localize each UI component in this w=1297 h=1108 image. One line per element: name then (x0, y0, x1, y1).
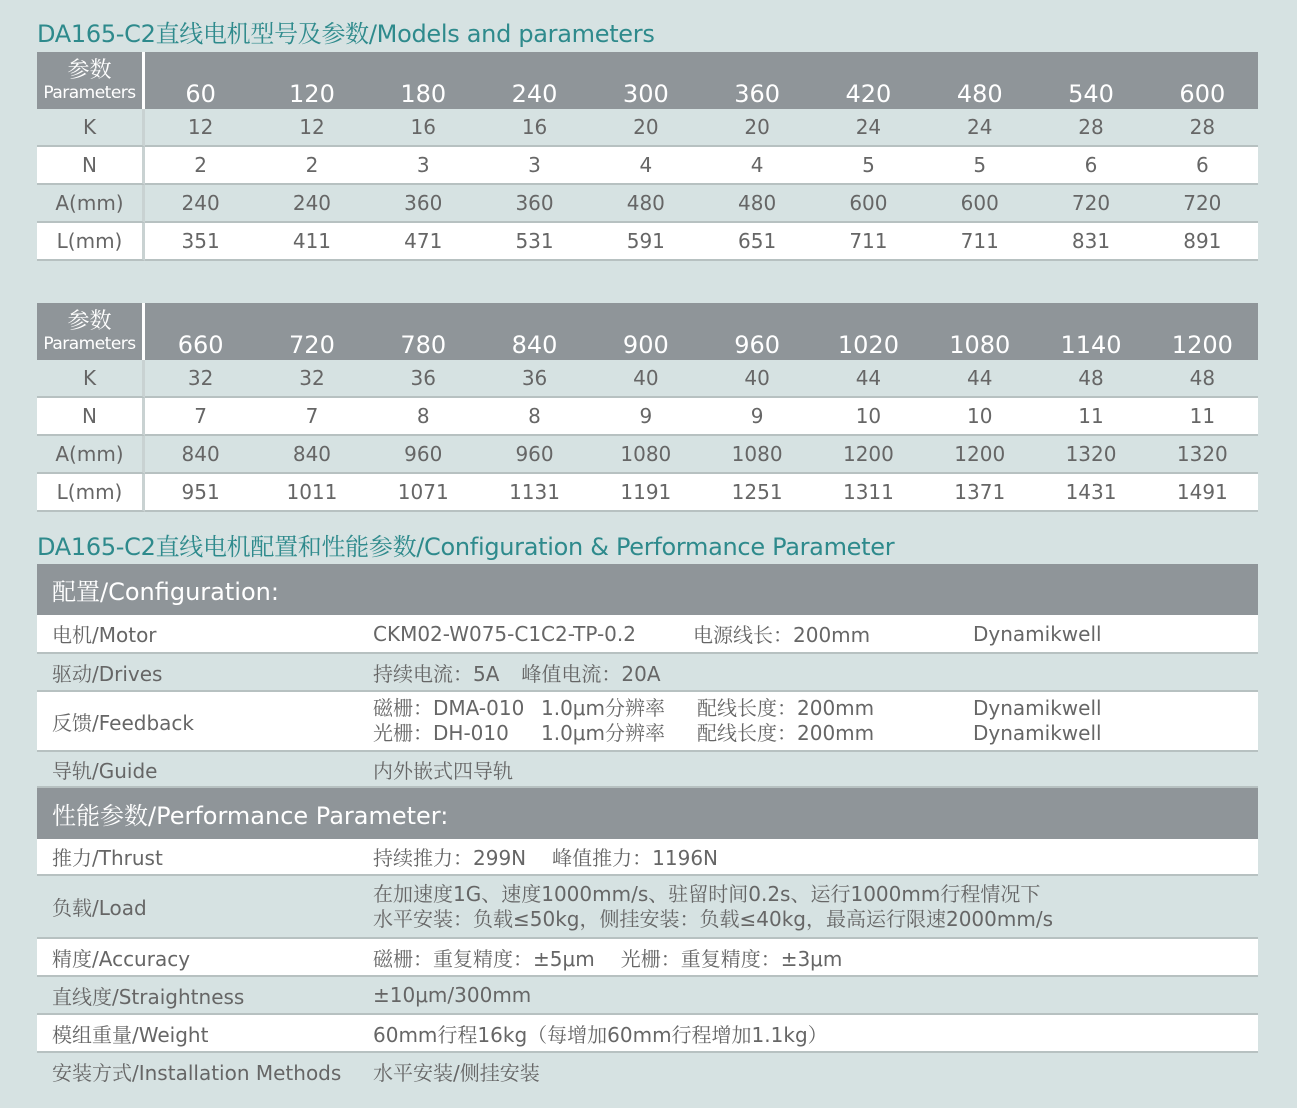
table-cell: 591 (590, 223, 701, 261)
motor-model: CKM02-W075-C1C2-TP-0.2 (367, 615, 687, 653)
table-cell: 9 (590, 398, 701, 436)
thrust-label: 推力/Thrust (37, 839, 367, 875)
config-row-motor (37, 615, 1258, 653)
table-row (37, 398, 1258, 436)
perf-row-thrust (37, 839, 1258, 875)
accuracy-label: 精度/Accuracy (37, 938, 367, 976)
table-cell: 6 (1147, 147, 1258, 185)
table-cell: 1491 (1147, 474, 1258, 512)
params-label (37, 52, 145, 109)
stroke-header-cell: 1140 (1035, 303, 1146, 360)
stroke-header-cell: 960 (701, 303, 812, 360)
stroke-header-cell: 360 (701, 52, 812, 109)
table-cell: 480 (701, 185, 812, 223)
row-label: A(mm) (37, 185, 145, 223)
accuracy-optical: 光栅：重复精度：±3μm (620, 946, 843, 971)
params-label-en: Parameters (43, 333, 136, 354)
table-cell: 711 (924, 223, 1035, 261)
table-row (37, 147, 1258, 185)
config-row-drives (37, 653, 1258, 691)
table-cell: 8 (368, 398, 479, 436)
table-cell: 11 (1035, 398, 1146, 436)
perf-row-straightness (37, 976, 1258, 1014)
table-cell: 5 (813, 147, 924, 185)
table-cell: 32 (145, 360, 256, 398)
straightness-value: ±10μm/300mm (367, 976, 1258, 1014)
stroke-header-cell: 780 (368, 303, 479, 360)
stroke-header-cell: 180 (368, 52, 479, 109)
table-row (37, 223, 1258, 261)
thrust-continuous: 持续推力：299N (373, 846, 527, 870)
table-cell: 531 (479, 223, 590, 261)
params-label (37, 303, 145, 360)
feedback-brand (967, 691, 1258, 751)
config-title: DA165-C2直线电机配置和性能参数/Configuration & Performance Parameter (37, 533, 895, 561)
table-cell: 36 (368, 360, 479, 398)
table-cell: 16 (368, 109, 479, 147)
feedback-1-type: 磁栅：DMA-010 (373, 696, 525, 720)
config-row-feedback (37, 691, 1258, 751)
table-cell: 360 (368, 185, 479, 223)
table-cell: 7 (256, 398, 367, 436)
table-cell: 4 (590, 147, 701, 185)
guide-label: 导轨/Guide (37, 751, 367, 787)
installation-label: 安装方式/Installation Methods (37, 1052, 367, 1090)
table-cell: 3 (368, 147, 479, 185)
models-table-1 (37, 52, 1258, 261)
table-row (37, 474, 1258, 512)
table-cell: 9 (701, 398, 812, 436)
table-cell: 651 (701, 223, 812, 261)
feedback-1-resolution: 1.0μm分辨率 (541, 696, 666, 720)
straightness-label: 直线度/Straightness (37, 976, 367, 1014)
load-value (367, 875, 1258, 938)
load-label: 负载/Load (37, 875, 367, 938)
stroke-header-cell: 420 (813, 52, 924, 109)
table-cell: 24 (924, 109, 1035, 147)
drives-peak: 峰值电流：20A (521, 661, 661, 686)
drives-label: 驱动/Drives (37, 653, 367, 691)
table-cell: 8 (479, 398, 590, 436)
table-cell: 720 (1147, 185, 1258, 223)
perf-row-installation (37, 1052, 1258, 1090)
load-line-2: 水平安装：负载≤50kg，侧挂安装：负载≤40kg，最高运行限速2000mm/s (373, 906, 1053, 931)
table-cell: 1191 (590, 474, 701, 512)
config-table (37, 564, 1258, 1090)
params-label-zh: 参数 (67, 57, 112, 83)
table-cell: 1311 (813, 474, 924, 512)
table-cell: 1080 (701, 436, 812, 474)
table-cell: 7 (145, 398, 256, 436)
table-cell: 831 (1035, 223, 1146, 261)
table-cell: 6 (1035, 147, 1146, 185)
thrust-value (367, 839, 1258, 875)
table-cell: 360 (479, 185, 590, 223)
stroke-header-cell: 840 (479, 303, 590, 360)
perf-banner: 性能参数/Performance Parameter: (37, 787, 1258, 839)
load-line-1: 在加速度1G、速度1000mm/s、驻留时间0.2s、运行1000mm行程情况下 (373, 881, 1041, 906)
row-label: K (37, 360, 145, 398)
perf-banner-row (37, 787, 1258, 839)
row-label: L(mm) (37, 223, 145, 261)
table-cell: 1080 (590, 436, 701, 474)
table-cell: 600 (813, 185, 924, 223)
table-cell: 840 (256, 436, 367, 474)
table-cell: 1131 (479, 474, 590, 512)
feedback-1-brand: Dynamikwell (973, 696, 1102, 720)
table-cell: 28 (1035, 109, 1146, 147)
feedback-2-resolution: 1.0μm分辨率 (541, 721, 666, 745)
stroke-header-cell: 1200 (1147, 303, 1258, 360)
table-cell: 20 (590, 109, 701, 147)
table-cell: 840 (145, 436, 256, 474)
table-row (37, 109, 1258, 147)
table-cell: 240 (145, 185, 256, 223)
table-cell: 891 (1147, 223, 1258, 261)
table-cell: 2 (145, 147, 256, 185)
table-cell: 960 (368, 436, 479, 474)
feedback-2-brand: Dynamikwell (973, 721, 1102, 745)
table-header-row (37, 52, 1258, 109)
config-row-guide (37, 751, 1258, 787)
perf-row-accuracy (37, 938, 1258, 976)
row-label: N (37, 398, 145, 436)
stroke-header-cell: 660 (145, 303, 256, 360)
feedback-2-type: 光栅：DH-010 (373, 721, 509, 745)
stroke-header-cell: 600 (1147, 52, 1258, 109)
table-cell: 951 (145, 474, 256, 512)
table-row (37, 436, 1258, 474)
accuracy-value (367, 938, 1258, 976)
table-cell: 10 (924, 398, 1035, 436)
table-cell: 1251 (701, 474, 812, 512)
installation-value: 水平安装/侧挂安装 (367, 1052, 1258, 1090)
stroke-header-cell: 60 (145, 52, 256, 109)
table-cell: 12 (256, 109, 367, 147)
feedback-label: 反馈/Feedback (37, 691, 367, 751)
params-label-en: Parameters (43, 82, 136, 103)
guide-value: 内外嵌式四导轨 (367, 751, 1258, 787)
table-cell: 1371 (924, 474, 1035, 512)
table-header-row (37, 303, 1258, 360)
motor-cable: 电源线长：200mm (687, 615, 967, 653)
table-cell: 1320 (1147, 436, 1258, 474)
table-cell: 351 (145, 223, 256, 261)
table-cell: 16 (479, 109, 590, 147)
table-cell: 480 (590, 185, 701, 223)
weight-label: 模组重量/Weight (37, 1014, 367, 1052)
table-cell: 1071 (368, 474, 479, 512)
table-cell: 711 (813, 223, 924, 261)
table-cell: 1011 (256, 474, 367, 512)
table-cell: 12 (145, 109, 256, 147)
feedback-2-length: 配线长度：200mm (697, 721, 875, 745)
table-cell: 44 (813, 360, 924, 398)
feedback-length (687, 691, 967, 751)
accuracy-magnetic: 磁栅：重复精度：±5μm (373, 946, 595, 971)
stroke-header-cell: 1080 (924, 303, 1035, 360)
drives-continuous: 持续电流：5A (373, 661, 500, 686)
weight-value: 60mm行程16kg（每增加60mm行程增加1.1kg） (367, 1014, 1258, 1052)
table-cell: 10 (813, 398, 924, 436)
table-cell: 1320 (1035, 436, 1146, 474)
table-cell: 40 (701, 360, 812, 398)
models-table-2 (37, 303, 1258, 512)
perf-row-load (37, 875, 1258, 938)
table-cell: 28 (1147, 109, 1258, 147)
params-label-zh: 参数 (67, 308, 112, 334)
drives-value (367, 653, 1258, 691)
perf-row-weight (37, 1014, 1258, 1052)
table-cell: 600 (924, 185, 1035, 223)
table-cell: 32 (256, 360, 367, 398)
table-cell: 24 (813, 109, 924, 147)
stroke-header-cell: 480 (924, 52, 1035, 109)
table-cell: 1200 (924, 436, 1035, 474)
feedback-type-res (367, 691, 687, 751)
stroke-header-cell: 1020 (813, 303, 924, 360)
table-cell: 2 (256, 147, 367, 185)
table-cell: 48 (1035, 360, 1146, 398)
motor-label: 电机/Motor (37, 615, 367, 653)
feedback-1-length: 配线长度：200mm (697, 696, 875, 720)
table-cell: 1200 (813, 436, 924, 474)
table-cell: 471 (368, 223, 479, 261)
stroke-header-cell: 240 (479, 52, 590, 109)
config-banner: 配置/Configuration: (37, 564, 1258, 615)
motor-brand: Dynamikwell (967, 615, 1258, 653)
table-cell: 44 (924, 360, 1035, 398)
models-title: DA165-C2直线电机型号及参数/Models and parameters (37, 20, 655, 48)
table-row (37, 185, 1258, 223)
table-cell: 240 (256, 185, 367, 223)
stroke-header-cell: 900 (590, 303, 701, 360)
table-cell: 1431 (1035, 474, 1146, 512)
table-cell: 11 (1147, 398, 1258, 436)
stroke-header-cell: 540 (1035, 52, 1146, 109)
table-cell: 20 (701, 109, 812, 147)
table-cell: 5 (924, 147, 1035, 185)
row-label: N (37, 147, 145, 185)
table-cell: 48 (1147, 360, 1258, 398)
config-banner-row (37, 564, 1258, 615)
table-cell: 960 (479, 436, 590, 474)
stroke-header-cell: 300 (590, 52, 701, 109)
thrust-peak: 峰值推力：1196N (552, 846, 718, 870)
row-label: L(mm) (37, 474, 145, 512)
table-cell: 4 (701, 147, 812, 185)
table-cell: 36 (479, 360, 590, 398)
table-cell: 411 (256, 223, 367, 261)
stroke-header-cell: 120 (256, 52, 367, 109)
row-label: K (37, 109, 145, 147)
table-cell: 40 (590, 360, 701, 398)
row-label: A(mm) (37, 436, 145, 474)
table-cell: 3 (479, 147, 590, 185)
table-cell: 720 (1035, 185, 1146, 223)
table-row (37, 360, 1258, 398)
stroke-header-cell: 720 (256, 303, 367, 360)
